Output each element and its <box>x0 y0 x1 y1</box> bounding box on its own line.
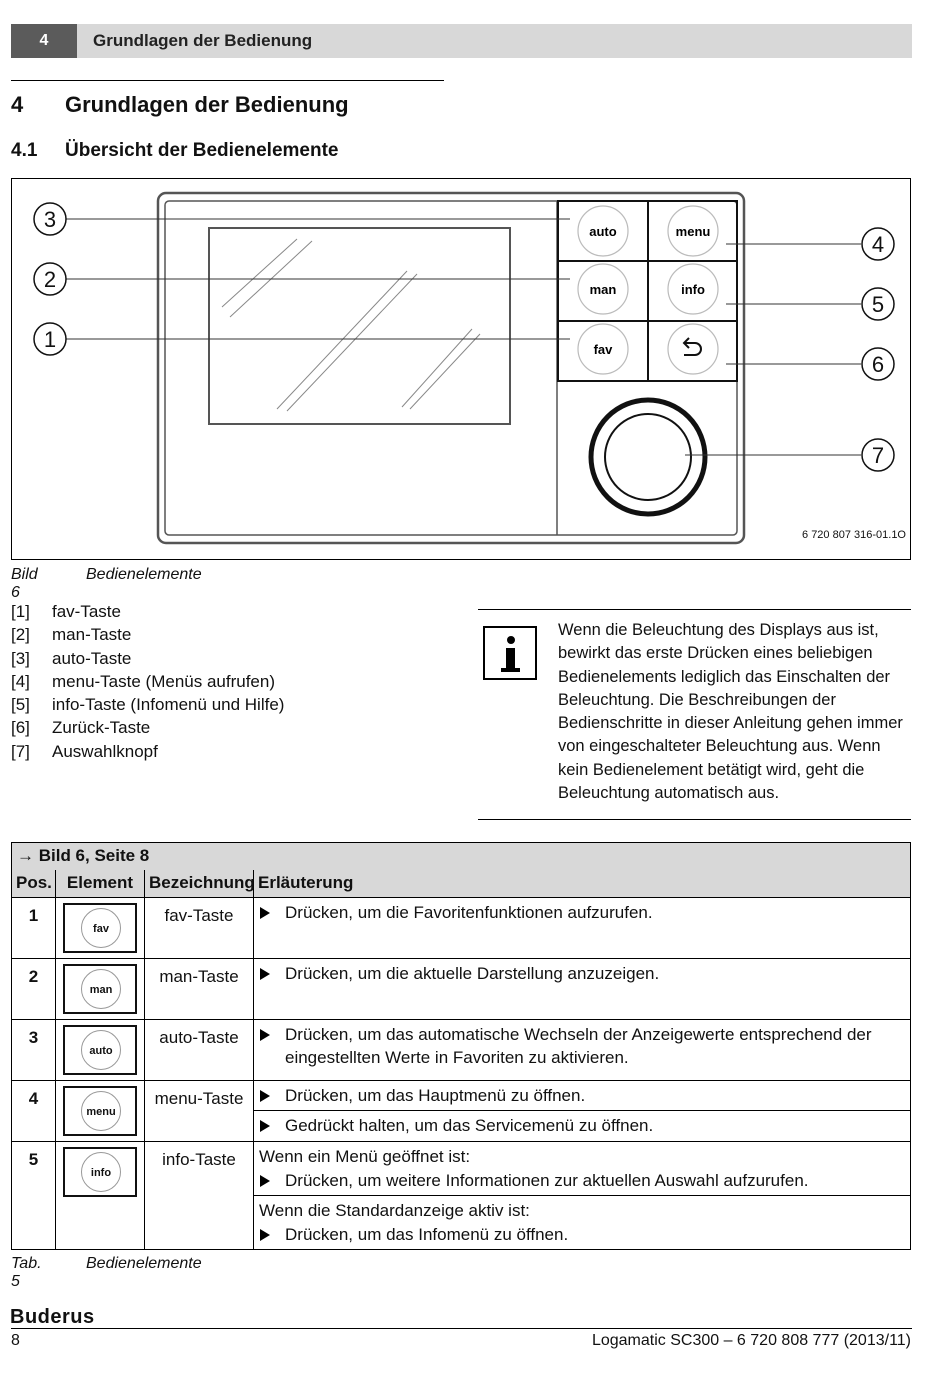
info-icon <box>483 626 537 680</box>
callout-7: 7 <box>871 443 885 468</box>
fav-button-label: fav <box>593 342 613 357</box>
heading2-title: Übersicht der Bedienelemente <box>65 140 339 161</box>
list-item: [5] info-Taste (Infomenü und Hilfe) <box>11 695 285 715</box>
arrow-right-icon <box>260 1229 270 1241</box>
callout-6: 6 <box>871 352 885 377</box>
chapter-header-bar <box>11 24 912 58</box>
brand-logo: Buderus <box>10 1306 95 1328</box>
callout-1: 1 <box>43 327 57 352</box>
table-caption-number: Tab. 5 <box>11 1255 42 1290</box>
man-button-image: man <box>63 964 137 1014</box>
info-button-label: info <box>681 282 705 297</box>
list-item: [6] Zurück-Taste <box>11 718 151 738</box>
arrow-right-icon <box>260 1090 270 1102</box>
controller-drawing <box>12 179 910 559</box>
list-item: [4] menu-Taste (Menüs aufrufen) <box>11 671 275 691</box>
fav-button-image: fav <box>63 903 137 953</box>
controls-table <box>11 842 911 1250</box>
column-header: Element <box>56 870 145 898</box>
heading1-number: 4 <box>11 92 24 117</box>
column-header: Bezeichnung <box>145 870 254 898</box>
legend-list <box>11 600 451 763</box>
arrow-right-icon <box>260 907 270 919</box>
table-caption-text: Bedienelemente <box>86 1255 202 1272</box>
arrow-right-icon <box>260 1029 270 1041</box>
controls-figure <box>11 178 911 560</box>
page-number: 8 <box>11 1332 20 1349</box>
menu-button-label: menu <box>675 224 711 239</box>
table-reference: → Bild 6, Seite 8 <box>12 843 911 870</box>
header-divider <box>11 80 444 81</box>
man-button-label: man <box>589 282 617 297</box>
back-button[interactable] <box>668 324 718 374</box>
column-header: Pos. <box>12 870 56 898</box>
callout-3: 3 <box>43 207 57 232</box>
column-header: Erläuterung <box>254 870 911 898</box>
list-item: [3] auto-Taste <box>11 648 132 668</box>
arrow-right-icon <box>260 1175 270 1187</box>
table-row: 4 menu menu-Taste Drücken, um das Hauptmenü zu öffnen. Gedrückt halten, um das Servicemenü zu öffnen. <box>12 1081 911 1142</box>
menu-button-image: menu <box>63 1086 137 1136</box>
figure-caption-number: Bild 6 <box>11 566 38 601</box>
figure-code: 6 720 807 316-01.1O <box>802 529 906 541</box>
heading1-title: Grundlagen der Bedienung <box>65 92 349 117</box>
callout-4: 4 <box>871 232 885 257</box>
callout-2: 2 <box>43 267 57 292</box>
display-glare <box>222 239 480 411</box>
chapter-header-title: Grundlagen der Bedienung <box>93 31 313 50</box>
arrow-right-icon <box>260 1120 270 1132</box>
heading2-number: 4.1 <box>11 140 38 161</box>
footer-divider <box>11 1328 912 1329</box>
info-note-text: Wenn die Beleuchtung des Displays aus ist, bewirkt das erste Drücken eines beliebigen Bedienelements lediglich das Einschalten der Beleuchtung. Die Beschreibungen der Bedienschritte in dieser Anleitung gehen immer von eingeschalteter Beleuchtung aus. Wenn kein Bedienelement betätigt wird, geht die Beleuchtung automatisch aus. <box>558 621 903 803</box>
document-reference: Logamatic SC300 – 6 720 808 777 (2013/11) <box>591 1332 911 1349</box>
chapter-number: 4 <box>11 24 77 58</box>
callout-5: 5 <box>871 292 885 317</box>
info-note <box>478 609 911 820</box>
auto-button-image: auto <box>63 1025 137 1075</box>
table-row: 5 info info-Taste Wenn ein Menü geöffnet ist: Drücken, um weitere Informationen zur aktuellen Auswahl aufzurufen. Wenn die Standardanzeige aktiv ist: Drücken, um das Infomenü zu öffnen. <box>12 1142 911 1250</box>
arrow-right-icon <box>260 968 270 980</box>
auto-button-label: auto <box>589 224 617 239</box>
info-button-image: info <box>63 1147 137 1197</box>
table-row: 2 man man-Taste Drücken, um die aktuelle Darstellung anzuzeigen. <box>12 959 911 1020</box>
table-row: 3 auto auto-Taste Drücken, um das automatische Wechseln der Anzeigewerte entsprechend der eingestellten Werte in Favoriten zu aktivieren. <box>12 1020 911 1081</box>
figure-caption-text: Bedienelemente <box>86 566 202 583</box>
list-item: [7] Auswahlknopf <box>11 741 158 761</box>
list-item: [1] fav-Taste <box>11 602 121 621</box>
list-item: [2] man-Taste <box>11 625 132 645</box>
selector-knob[interactable] <box>591 400 705 514</box>
table-row: 1 fav fav-Taste Drücken, um die Favoritenfunktionen aufzurufen. <box>12 898 911 959</box>
